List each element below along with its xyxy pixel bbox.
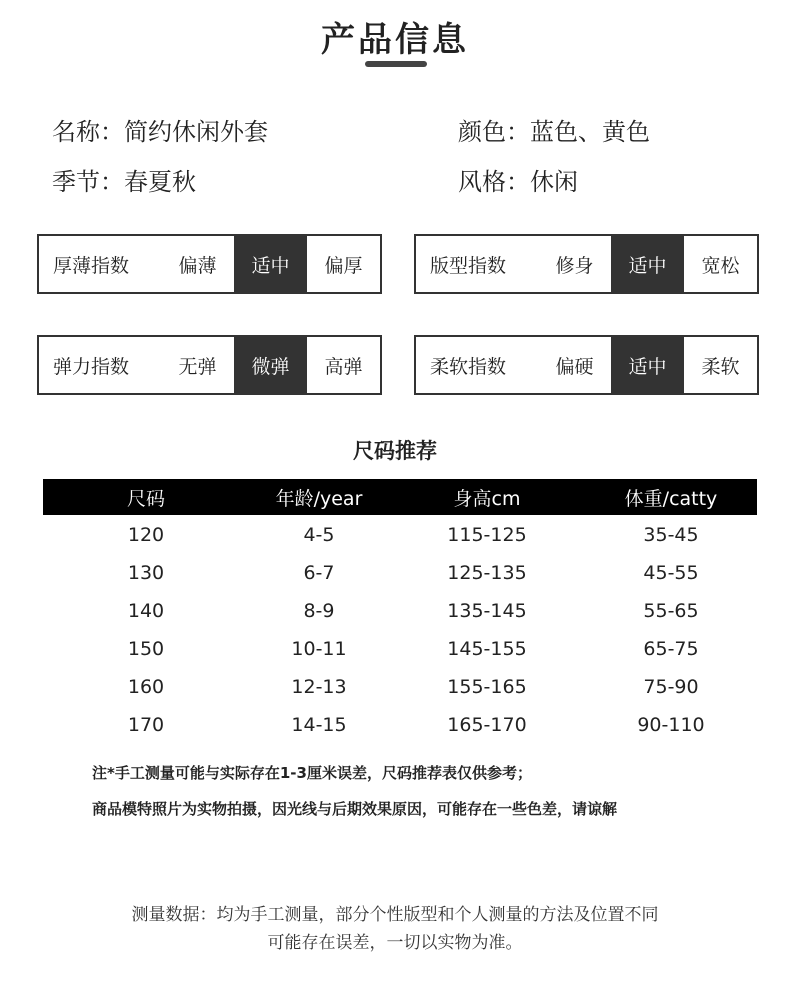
table-row — [43, 592, 757, 630]
cell-height: 155-165 — [447, 676, 527, 698]
index-label: 版型指数 — [430, 254, 507, 277]
cell-size: 160 — [127, 676, 165, 698]
index-option: 适中 — [611, 236, 684, 292]
index-label: 柔软指数 — [430, 355, 507, 378]
cell-size: 140 — [127, 600, 165, 622]
index-option: 微弹 — [234, 337, 307, 393]
cell-weight: 35-45 — [643, 524, 699, 546]
cell-size: 170 — [127, 714, 165, 736]
index-label: 厚薄指数 — [53, 254, 130, 277]
index-option: 无弹 — [178, 355, 217, 378]
cell-age: 10-11 — [291, 638, 347, 660]
size-table-header — [43, 479, 757, 515]
index-softness — [414, 335, 759, 395]
cell-age: 4-5 — [303, 524, 335, 546]
footer-line-2: 可能存在误差，一切以实物为准。 — [267, 933, 523, 953]
index-option: 偏薄 — [178, 254, 217, 277]
title-underline — [365, 61, 427, 67]
cell-size: 120 — [127, 524, 165, 546]
cell-height: 135-145 — [447, 600, 527, 622]
table-row — [43, 630, 757, 668]
index-option: 宽松 — [701, 254, 740, 277]
size-table-title: 尺码推荐 — [353, 439, 437, 463]
table-row — [43, 554, 757, 592]
cell-size: 150 — [127, 638, 165, 660]
header-age: 年龄/year — [275, 487, 363, 510]
header-size: 尺码 — [126, 487, 165, 510]
cell-age: 8-9 — [303, 600, 335, 622]
table-row — [43, 516, 757, 554]
header-weight: 体重/catty — [624, 487, 718, 510]
cell-age: 12-13 — [291, 676, 347, 698]
index-option: 高弹 — [324, 355, 363, 378]
info-name: 名称：简约休闲外套 — [52, 118, 268, 146]
index-option: 偏厚 — [324, 254, 363, 277]
cell-age: 6-7 — [303, 562, 335, 584]
cell-height: 125-135 — [447, 562, 527, 584]
size-table-body — [43, 516, 757, 744]
index-option: 修身 — [555, 254, 594, 277]
note-color-difference: 商品模特照片为实物拍摄，因光线与后期效果原因，可能存在一些色差，请谅解 — [92, 800, 618, 818]
index-option: 偏硬 — [555, 355, 594, 378]
cell-weight: 55-65 — [643, 600, 699, 622]
cell-weight: 65-75 — [643, 638, 699, 660]
info-season: 季节：春夏秋 — [52, 168, 196, 196]
cell-height: 145-155 — [447, 638, 527, 660]
page-title: 产品信息 — [321, 20, 469, 60]
cell-weight: 45-55 — [643, 562, 699, 584]
cell-weight: 90-110 — [637, 714, 705, 736]
cell-age: 14-15 — [291, 714, 347, 736]
index-elasticity — [37, 335, 382, 395]
info-style: 风格：休闲 — [458, 168, 578, 196]
info-color: 颜色：蓝色、黄色 — [458, 118, 650, 146]
index-fit — [414, 234, 759, 294]
footer-line-1: 测量数据：均为手工测量，部分个性版型和个人测量的方法及位置不同 — [131, 905, 659, 925]
index-option: 柔软 — [701, 355, 740, 378]
table-row — [43, 668, 757, 706]
cell-height: 165-170 — [447, 714, 527, 736]
index-option: 适中 — [234, 236, 307, 292]
index-option: 适中 — [611, 337, 684, 393]
cell-size: 130 — [127, 562, 165, 584]
header-height: 身高cm — [453, 487, 521, 510]
index-thickness — [37, 234, 382, 294]
cell-weight: 75-90 — [643, 676, 699, 698]
note-measurement: 注*手工测量可能与实际存在1-3厘米误差，尺码推荐表仅供参考； — [92, 764, 532, 782]
cell-height: 115-125 — [447, 524, 527, 546]
table-row — [43, 706, 757, 744]
index-label: 弹力指数 — [53, 355, 130, 378]
